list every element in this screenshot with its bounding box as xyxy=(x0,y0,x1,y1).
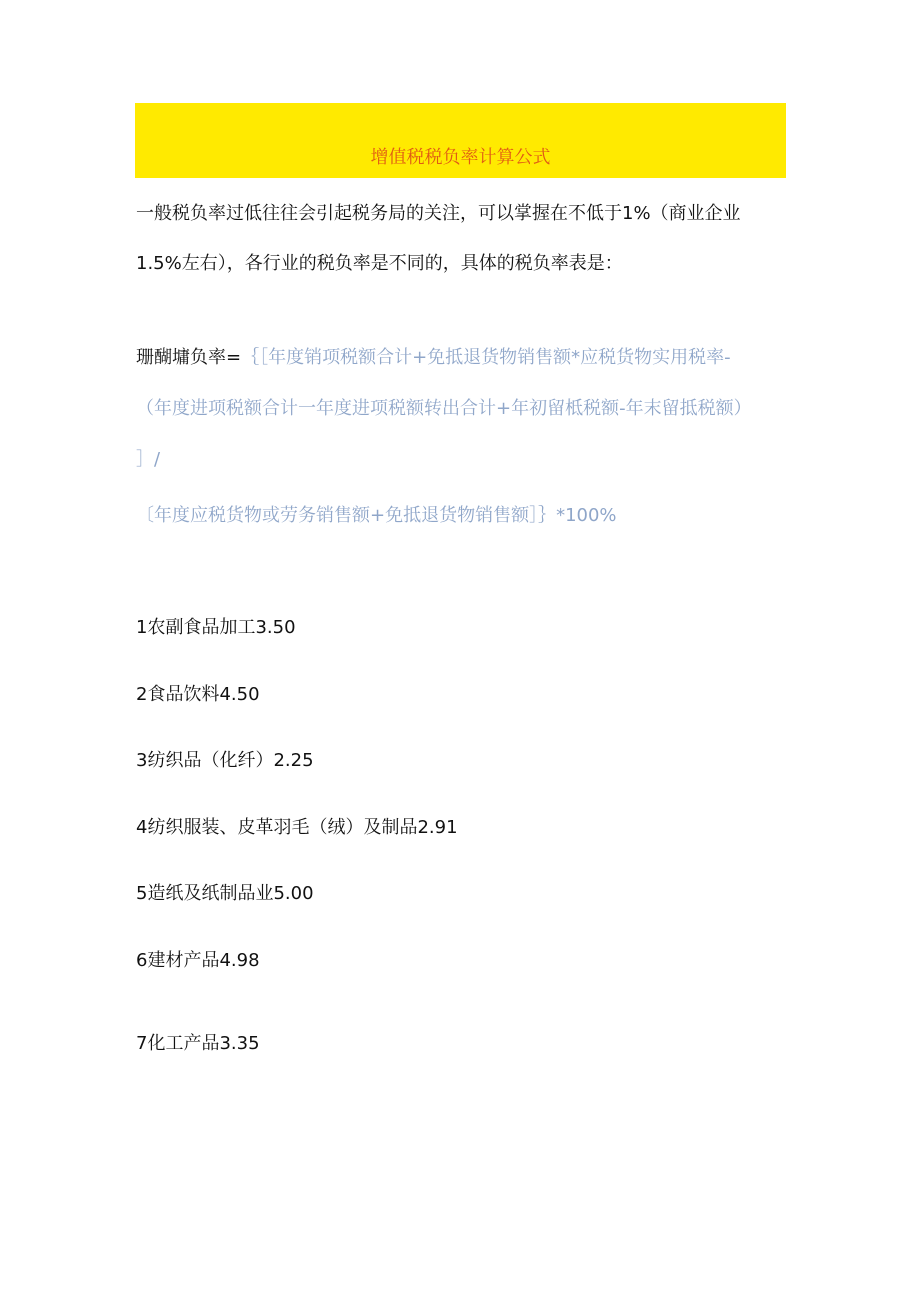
title-banner xyxy=(135,103,786,178)
formula-text-1: ｛［年度销项税额合计+免抵退货物销售额*应税货物实用税率- xyxy=(241,347,731,368)
formula-line-4: 〔年度应税货物或劳务销售额+免抵退货物销售额］｝*100% xyxy=(136,505,617,526)
industry-item-6: 6建材产品4.98 xyxy=(136,950,260,971)
formula-line-2: （年度进项税额合计一年度进项税额转出合计+年初留柢税额-年末留抵税额） xyxy=(136,398,752,419)
formula-label: 珊醐墉负率= xyxy=(136,347,242,368)
formula-line-1 xyxy=(136,343,731,369)
industry-item-4: 4纺织服装、皮革羽毛（绒）及制品2.91 xyxy=(136,817,458,838)
industry-item-5: 5造纸及纸制品业5.00 xyxy=(136,883,314,904)
industry-item-2: 2食品饮料4.50 xyxy=(136,684,260,705)
intro-line-2: 1.5%左右），各行业的税负率是不同的，具体的税负率表是： xyxy=(136,253,623,274)
industry-item-7: 7化工产品3.35 xyxy=(136,1033,260,1054)
page-title: 增值税税负率计算公式 xyxy=(370,147,551,168)
industry-item-3: 3纺织品（化纤）2.25 xyxy=(136,750,314,771)
formula-line-3: ］/ xyxy=(136,449,161,470)
industry-item-1: 1农副食品加工3.50 xyxy=(136,617,296,638)
intro-line-1: 一般税负率过低往往会引起税务局的关注，可以掌握在不低于1%（商业企业 xyxy=(136,203,741,224)
